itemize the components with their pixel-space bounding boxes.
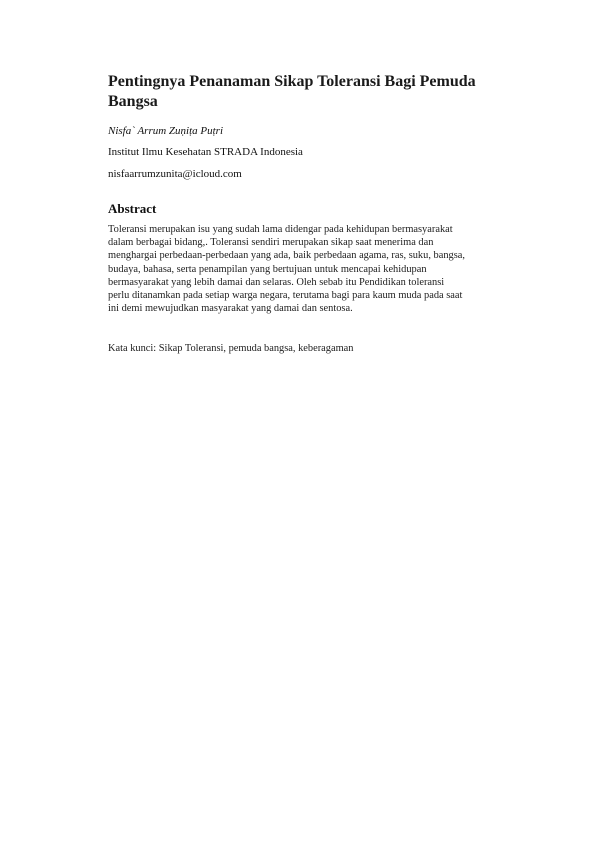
- paper-content: [108, 72, 538, 355]
- author-affiliation: Institut Ilmu Kesehatan STRADA Indonesia: [108, 146, 303, 158]
- abstract-line: dalam berbagai bidang,. Toleransi sendiri merupakan sikap saat menerima dan: [108, 237, 434, 249]
- abstract-line: menghargai perbedaan-perbedaan yang ada, baik perbedaan agama, ras, suku, bangsa,: [108, 250, 465, 262]
- abstract-line: bermasyarakat yang lebih damai dan selaras. Oleh sebab itu Pendidikan toleransi: [108, 276, 445, 288]
- abstract-line: perlu ditanamkan pada setiap warga negara, terutama bagi para kaum muda pada saat: [108, 290, 463, 302]
- abstract-line: ini demi mewujudkan masyarakat yang damai dan sentosa.: [108, 303, 353, 315]
- abstract-heading: Abstract: [108, 201, 157, 216]
- abstract-line: budaya, bahasa, serta penampilan yang bertujuan untuk mencapai kehidupan: [108, 263, 427, 275]
- abstract-body: [108, 223, 538, 315]
- keywords: Kata kunci: Sikap Toleransi, pemuda bangsa, keberagaman: [108, 343, 354, 355]
- author-email: nisfaarrumzunita@icloud.com: [108, 168, 242, 180]
- abstract-line: Toleransi merupakan isu yang sudah lama didengar pada kehidupan bermasyarakat: [108, 224, 453, 235]
- author-name: Nisfa` Arrum Zuṇiṭa Puṭri: [108, 125, 224, 137]
- paper-title: Pentingnya Penanaman Sikap Toleransi Bagi Pemuda Bangsa: [108, 73, 476, 110]
